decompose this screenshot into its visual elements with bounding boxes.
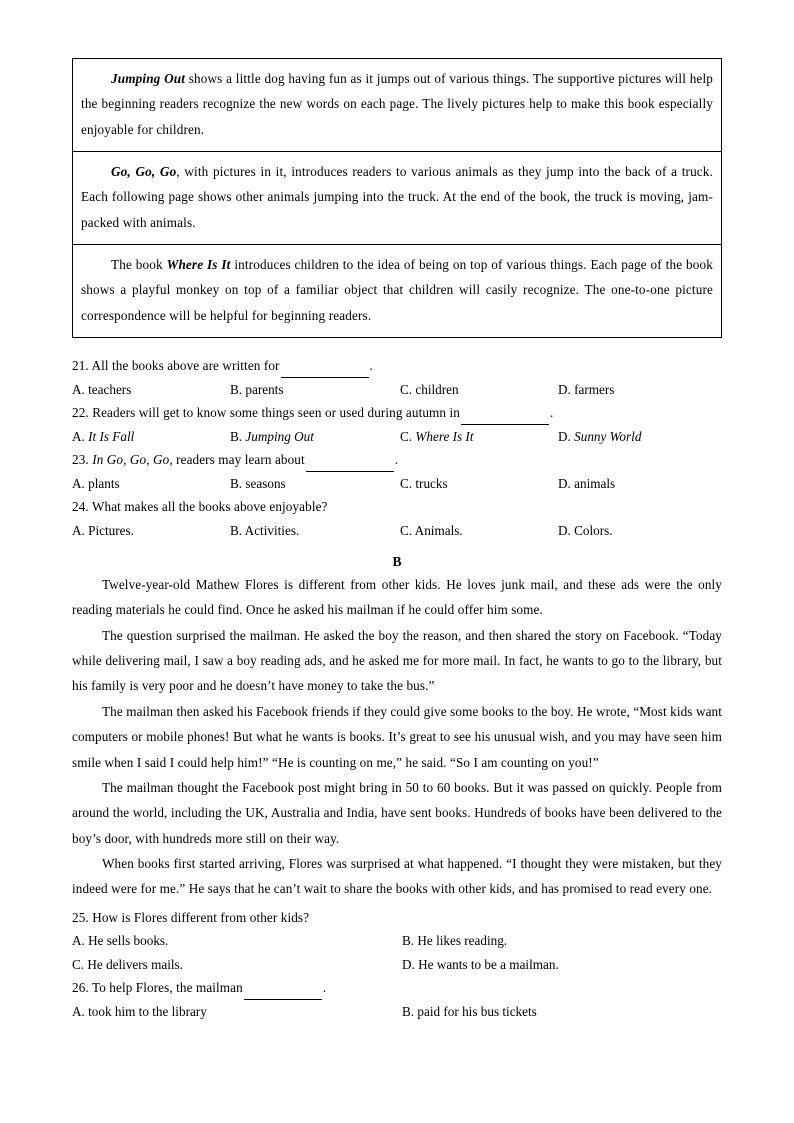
question-stem-text: readers may learn about (172, 452, 305, 468)
book-title-where-is-it: Where Is It (166, 257, 231, 273)
option-text: Jumping Out (245, 428, 314, 444)
question-stem-text: Readers will get to know some things seen or used during autumn in (92, 405, 460, 421)
option-a[interactable] (72, 519, 230, 543)
question-26-stem (72, 976, 722, 1000)
option-text: He delivers mails. (87, 956, 183, 972)
question-stem-text: How is Flores different from other kids? (92, 909, 310, 925)
question-25-options (72, 929, 722, 976)
question-stem-text: All the books above are written for (91, 358, 280, 374)
page-content (72, 58, 722, 1023)
question-number: 25. (72, 909, 89, 925)
option-label: D. (402, 956, 419, 972)
section-heading-b: B (392, 554, 402, 570)
option-label: B. (230, 428, 246, 444)
question-21-options (72, 378, 722, 402)
option-text: animals (574, 475, 616, 491)
book-table-body (73, 59, 722, 338)
book-text-after-title: introduces children to the idea of being on top of various things. Each page of the book shows a playful monkey on top of a familiar object that children will casily recognize. The one-to-one picture correspondence will be helpful for beginning readers. (81, 257, 713, 323)
book-description-text (81, 252, 713, 328)
question-number: 22. (72, 405, 89, 421)
option-text: Activities. (244, 522, 300, 538)
answer-blank[interactable] (306, 458, 394, 472)
question-stem-text: What makes all the books above enjoyable? (91, 499, 328, 515)
option-label: C. (72, 956, 88, 972)
option-text: He wants to be a mailman. (418, 956, 559, 972)
question-stem-tail: . (394, 452, 399, 468)
question-23-options (72, 472, 722, 496)
question-stem-tail: . (549, 405, 554, 421)
option-text: farmers (574, 381, 615, 397)
option-text: Colors. (574, 522, 613, 538)
answer-blank[interactable] (244, 986, 322, 1000)
option-text: plants (88, 475, 120, 491)
option-b[interactable] (402, 1000, 722, 1024)
question-stem-tail: . (369, 358, 373, 374)
option-text: children (415, 381, 459, 397)
question-number: 23. (72, 452, 89, 468)
option-text: trucks (415, 475, 448, 491)
option-c[interactable] (72, 953, 402, 977)
option-a[interactable] (72, 1000, 402, 1024)
option-label: B. (402, 933, 418, 949)
book-cell-where-is-it (73, 245, 722, 338)
passage-paragraph: The mailman thought the Facebook post might bring in 50 to 60 books. But it was passed on quickly. People from around the world, including the UK, Australia and India, have sent books. Hundreds of books have been delivered to the boy’s door, with hundreds more still on their way. (72, 779, 722, 846)
option-label: D. (558, 522, 575, 538)
option-label: B. (230, 381, 246, 397)
question-number: 21. (72, 358, 89, 374)
question-24-options (72, 519, 722, 543)
answer-blank[interactable] (461, 411, 549, 425)
option-label: A. (72, 428, 89, 444)
option-label: A. (72, 1003, 89, 1019)
option-label: D. (558, 428, 575, 444)
question-stem-text: To help Flores, the mailman (91, 980, 243, 996)
option-d[interactable] (558, 472, 722, 496)
option-label: A. (72, 475, 89, 491)
option-label: C. (400, 475, 416, 491)
option-text: Where Is It (415, 428, 474, 444)
option-d[interactable] (558, 378, 722, 402)
option-b[interactable] (230, 425, 400, 449)
option-label: B. (402, 1003, 418, 1019)
option-label: D. (558, 475, 575, 491)
book-text-after-title: shows a little dog having fun as it jumps out of various things. The supportive pictures will help the beginning readers recognize the new words on each page. The lively pictures help to make this book especially enjoyable for children. (81, 71, 713, 137)
book-description-text (81, 66, 713, 142)
option-a[interactable] (72, 425, 230, 449)
option-label: C. (400, 522, 415, 538)
option-text: parents (245, 381, 284, 397)
option-d[interactable] (402, 953, 722, 977)
question-number: 26. (72, 980, 89, 996)
option-text: He likes reading. (417, 933, 508, 949)
option-b[interactable] (402, 929, 722, 953)
passage-b (72, 572, 722, 901)
option-a[interactable] (72, 472, 230, 496)
book-cell-go-go-go (73, 152, 722, 245)
option-label: B. (230, 475, 246, 491)
question-22-options (72, 425, 722, 449)
option-label: D. (558, 381, 575, 397)
answer-blank[interactable] (281, 364, 369, 378)
table-row (73, 59, 722, 152)
passage-paragraph: Twelve-year-old Mathew Flores is different from other kids. He loves junk mail, and these ads were the only reading materials he could find. Once he asked his mailman if he could offer him some. (72, 577, 722, 618)
option-label: C. (400, 428, 416, 444)
option-text: Animals. (414, 522, 463, 538)
option-label: B. (230, 522, 245, 538)
option-b[interactable] (230, 472, 400, 496)
question-21-stem (72, 354, 722, 378)
question-stem-italic: In Go, Go, Go, (92, 452, 173, 468)
option-a[interactable] (72, 929, 402, 953)
question-number: 24. (72, 499, 89, 515)
option-label: C. (400, 381, 416, 397)
questions-section-b (72, 906, 722, 1024)
table-row (73, 152, 722, 245)
questions-section-a (72, 354, 722, 542)
question-24-stem (72, 495, 722, 519)
option-c[interactable] (400, 425, 558, 449)
question-stem-tail: . (322, 980, 327, 996)
book-title-go-go-go: Go, Go, Go (111, 164, 177, 180)
option-d[interactable] (558, 519, 722, 543)
passage-paragraph: The mailman then asked his Facebook friends if they could give some books to the boy. He wrote, “Most kids want computers or mobile phones! But what he wants is books. It’s great to see his unusual wish, and you may have seen him smile when I said I could help him!” “He is counting on me,” he said. “So I am counting on you!” (72, 703, 722, 770)
book-cell-jumping-out (73, 59, 722, 152)
book-text-before-title: The book (111, 257, 167, 273)
option-b[interactable] (230, 519, 400, 543)
table-row (73, 245, 722, 338)
option-text: took him to the library (88, 1003, 207, 1019)
option-c[interactable] (400, 472, 558, 496)
book-description-table (72, 58, 722, 338)
option-a[interactable] (72, 378, 230, 402)
book-title-jumping-out: Jumping Out (111, 71, 186, 86)
option-text: Pictures. (88, 522, 134, 538)
book-text-after-title: , with pictures in it, introduces readers to various animals as they jump into the back of a truck. Each following page shows other animals jumping into the truck. At the end of the book, the truck is moving, jam-packed with animals. (81, 164, 714, 230)
option-text: He sells books. (88, 933, 169, 949)
passage-paragraph: When books first started arriving, Flores was surprised at what happened. “I thought they were mistaken, but they indeed were for me.” He says that he can’t wait to share the books with other kids, and has promised to read every one. (72, 855, 722, 897)
option-c[interactable] (400, 378, 558, 402)
option-text: paid for his bus tickets (417, 1003, 537, 1019)
option-c[interactable] (400, 519, 558, 543)
question-26-options (72, 1000, 722, 1024)
option-text: seasons (245, 475, 286, 491)
option-label: A. (72, 522, 89, 538)
question-23-stem (72, 448, 722, 472)
question-22-stem (72, 401, 722, 425)
option-b[interactable] (230, 378, 400, 402)
option-text: teachers (88, 381, 132, 397)
question-25-stem (72, 906, 722, 930)
option-label: A. (72, 933, 89, 949)
option-d[interactable] (558, 425, 722, 449)
option-label: A. (72, 381, 89, 397)
passage-paragraph: The question surprised the mailman. He asked the boy the reason, and then shared the story on Facebook. “Today while delivering mail, I saw a boy reading ads, and he asked me for more mail. In fact, he wants to go to the library, but his family is very poor and he doesn’t have money to take the bus.” (72, 627, 722, 694)
book-description-text (81, 159, 713, 235)
option-text: Sunny World (574, 428, 642, 444)
option-text: It Is Fall (88, 428, 135, 444)
